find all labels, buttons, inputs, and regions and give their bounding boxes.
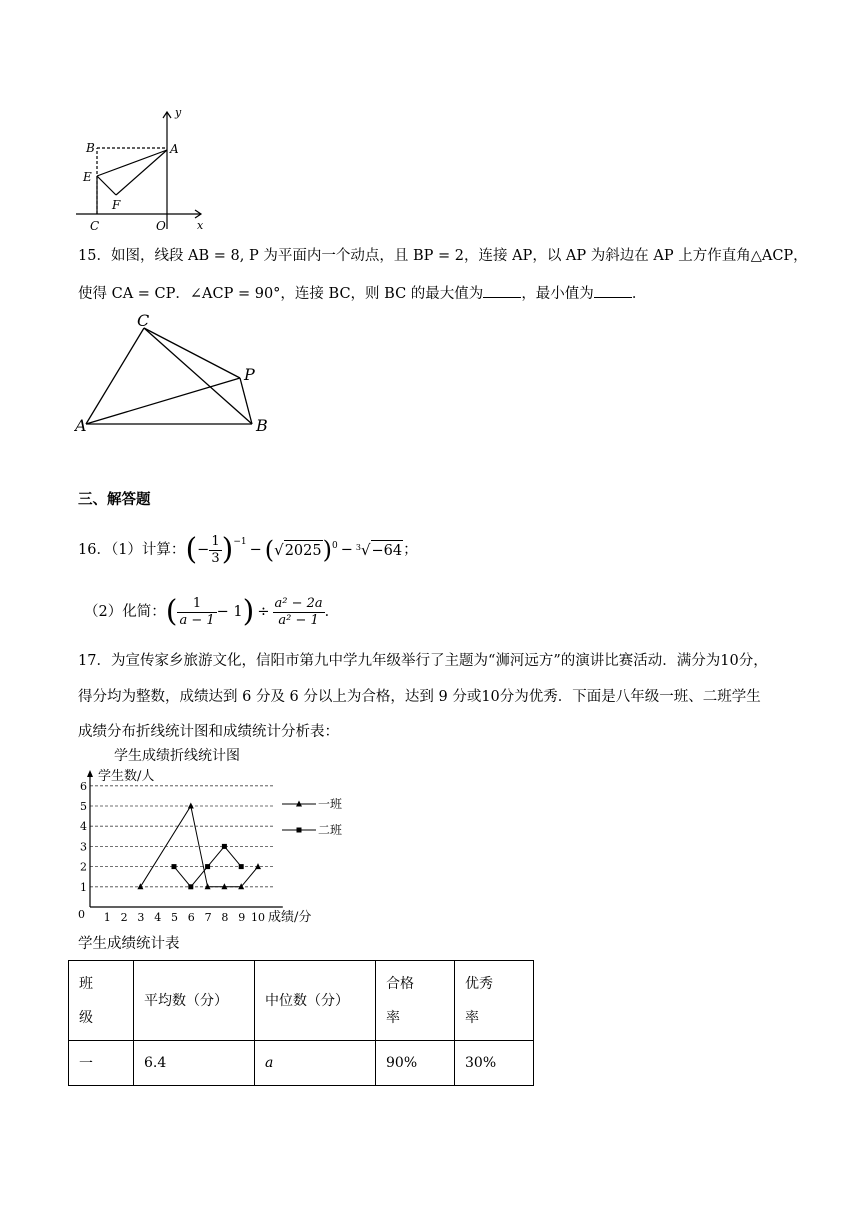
q16-part1-end: ； (403, 542, 418, 558)
table-header-cell (69, 961, 134, 1041)
table-header-text: 合格 (386, 975, 414, 992)
q16-cbrt-value: −64 (371, 540, 404, 561)
q15-blank-min (594, 283, 632, 298)
table-header-cell (376, 961, 455, 1041)
q15-text-2c: ． (631, 286, 647, 302)
table-cell: 30% (455, 1041, 534, 1086)
table-header-text: 中位数（分） (265, 992, 349, 1009)
table-header-text: 级 (79, 1009, 93, 1026)
q17-line1: 17．为宣传家乡旅游文化，信阳市第九中学九年级举行了主题为“浉河远方”的演讲比赛活动．满分为10分， (78, 653, 768, 669)
q16-div-sign: ÷ (257, 604, 270, 620)
q15-blank-max (483, 283, 521, 298)
x-tick-label: 2 (120, 911, 128, 924)
table-title: 学生成绩统计表 (78, 936, 180, 952)
table-header-text: 率 (386, 1009, 400, 1026)
square-marker (188, 884, 193, 889)
table-cell: a (255, 1041, 376, 1086)
q16-minus-one: − 1 (216, 604, 243, 620)
q14-figure (76, 104, 216, 234)
triangle-marker (205, 883, 211, 889)
q16-neg-sign: − (197, 542, 210, 558)
point-c-label: C (90, 219, 100, 233)
q15-text-1: 如图，线段 AB = 8, P 为平面内一个动点，且 BP = 2，连接 AP，以 AP 为斜边在 AP 上方作直角△ACP， (110, 248, 808, 264)
legend-label: 二班 (318, 823, 343, 837)
table-header-cell (134, 961, 255, 1041)
q16-part2-frac2: $\frac{\text{a² − 2a}}{\text{a² − 1}}$ (274, 595, 323, 628)
q15-line2 (78, 283, 646, 304)
q16-fraction: $\frac{1}{3}$ (211, 533, 220, 566)
q15-point-a: A (75, 416, 87, 435)
square-marker (239, 864, 244, 869)
q16-part1: 16．（1）计算： ( − $\frac{1}{3}$ ) $^{-1}$ − ( √ 2025 ) $^0$ − 3 √ −64 ； (78, 532, 418, 567)
table-cell: 一 (69, 1041, 134, 1086)
y-axis-label: y (175, 106, 182, 119)
x-tick-label: 6 (187, 911, 195, 924)
y-tick-label: 6 (80, 779, 87, 793)
table-header-text: 率 (465, 1009, 479, 1026)
q16-part2-end: ． (324, 604, 340, 620)
table-header-cell (455, 961, 534, 1041)
score-line-chart (70, 744, 370, 929)
q15-number: 15． (78, 248, 111, 264)
triangle-marker (221, 883, 227, 889)
table-header-text: 平均数（分） (144, 992, 228, 1009)
x-tick-label: 4 (154, 911, 162, 924)
legend-label: 一班 (318, 797, 343, 811)
chart-y-label: 学生数/人 (98, 769, 155, 784)
y-tick-label: 1 (80, 880, 87, 894)
table-header-cell (255, 961, 376, 1041)
triangle-marker (188, 803, 194, 809)
table-header-text: 班 (79, 975, 93, 992)
point-o-label: O (156, 219, 166, 233)
chart-x-label: 成绩/分 (268, 910, 312, 925)
q16-part2-frac1: $\frac{1}{a - 1}$ (179, 595, 215, 628)
square-marker (172, 864, 177, 869)
table-header-row (69, 961, 534, 1041)
table-row (69, 1041, 534, 1086)
q16-exp-0: 0 (331, 541, 338, 551)
square-marker (205, 864, 210, 869)
q17-line2: 得分均为整数，成绩达到 6 分及 6 分以上为合格，达到 9 分或10分为优秀．下面是八年级一班、二班学生 (78, 689, 761, 705)
x-tick-label: 1 (103, 911, 111, 924)
q16-exp-neg1: −1 (233, 537, 247, 547)
q15-point-p: P (244, 365, 255, 384)
square-marker (297, 828, 302, 833)
table-cell: 6.4 (134, 1041, 255, 1086)
point-a-label: A (170, 142, 179, 156)
chart-title: 学生成绩折线统计图 (114, 748, 240, 764)
y-tick-label: 4 (80, 820, 87, 834)
y-axis-arrow (87, 770, 93, 777)
table-cell: 90% (376, 1041, 455, 1086)
q15-figure (74, 308, 284, 438)
point-e-label: E (83, 170, 92, 184)
triangle-marker (255, 863, 261, 869)
x-tick-label: 3 (137, 911, 145, 924)
score-stats-table (68, 960, 534, 1086)
q15-point-b: B (256, 416, 268, 435)
x-tick-label: 9 (238, 911, 246, 924)
x-tick-label: 8 (221, 911, 229, 924)
chart-origin-label: 0 (78, 908, 85, 921)
q16-part2-label: （2）化简： (84, 604, 166, 620)
q15-text-2b: ，最小值为 (521, 286, 594, 302)
q16-sqrt-value: 2025 (284, 540, 323, 561)
q16-part1-label: 16．（1）计算： (78, 542, 186, 558)
q17-line3: 成绩分布折线统计图和成绩统计分析表： (78, 724, 339, 740)
q16-part2: （2）化简： ( $\frac{1}{a - 1}$ − 1 ) ÷ $\frac{\text{a² − 2a}}{\text{a² − 1}}$ ． (84, 594, 340, 629)
x-axis-label: x (197, 219, 204, 232)
point-f-label: F (112, 198, 121, 212)
q15-line1 (78, 246, 808, 266)
q15-point-c: C (137, 311, 150, 330)
y-tick-label: 3 (80, 840, 87, 854)
square-marker (222, 844, 227, 849)
y-tick-label: 2 (80, 860, 87, 874)
x-tick-label: 10 (251, 911, 265, 924)
y-tick-label: 5 (80, 800, 87, 813)
x-tick-label: 7 (204, 911, 212, 924)
table-header-text: 优秀 (465, 975, 493, 992)
point-b-label: B (86, 141, 95, 155)
x-tick-label: 5 (171, 911, 178, 924)
q15-text-2a: 使得 CA = CP．∠ACP = 90°，连接 BC，则 BC 的最大值为 (78, 286, 484, 302)
section-3-heading: 三、解答题 (78, 491, 151, 508)
